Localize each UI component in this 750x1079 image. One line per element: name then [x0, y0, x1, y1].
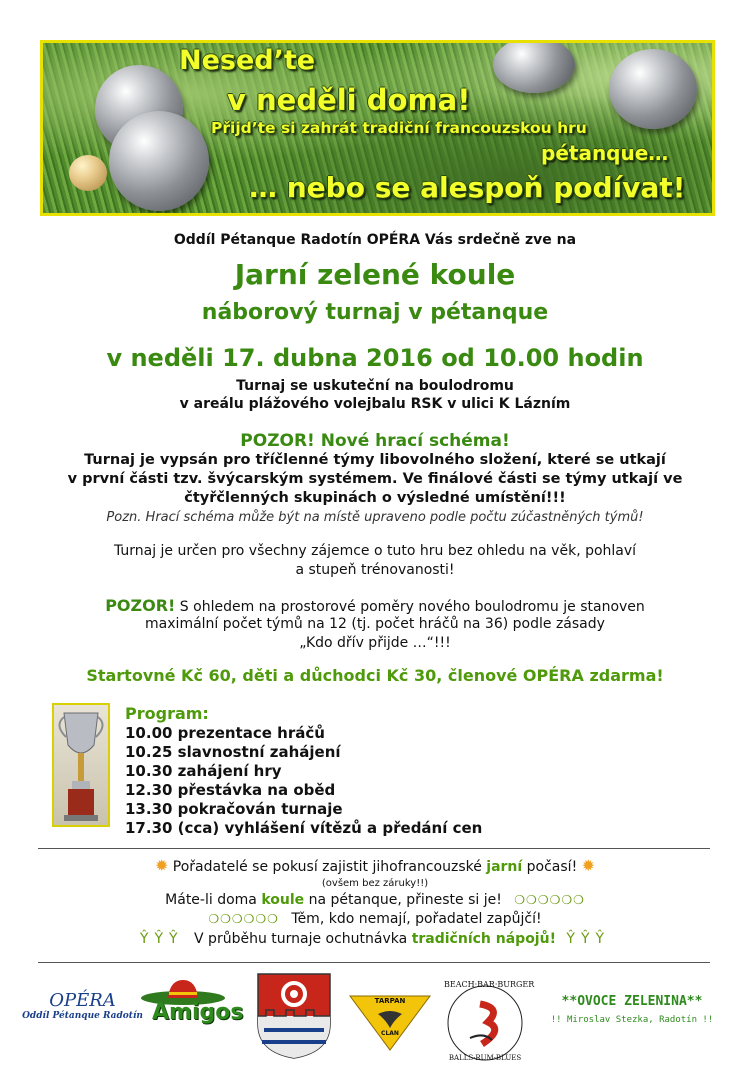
program-item: 10.25 slavnostní zahájení	[125, 743, 341, 761]
guarantee-note: (ovšem bez záruky!!)	[321, 878, 429, 889]
program-item: 10.30 zahájení hry	[125, 762, 282, 780]
tarpan-bottom-text: CLAN	[381, 1030, 399, 1037]
amigos-logo-text: Amigos	[152, 1000, 244, 1025]
opera-logo-title: OPÉRA	[49, 990, 116, 1011]
weather-end: počasí!	[522, 859, 578, 875]
balls-end: na pétanque, přineste si je!	[304, 892, 502, 908]
sun-icon: ✹	[154, 856, 169, 875]
amigos-logo	[138, 978, 248, 1028]
banner-line-3: Přijd’te si zahrát tradiční francouzskou hru	[211, 119, 587, 137]
balls-text: Máte-li doma	[165, 892, 262, 908]
invitation-line: Oddíl Pétanque Radotín OPÉRA Vás srdečně zve na	[173, 232, 577, 248]
petanque-ball	[493, 40, 575, 93]
capacity-text: S ohledem na prostorové poměry nového boulodromu je stanoven	[175, 599, 645, 615]
event-subtitle: náborový turnaj v pétanque	[201, 300, 549, 325]
beach-bar-icon	[444, 980, 535, 1064]
schema-line-3: čtyřčlenných skupinách o výsledné umístění!!!	[184, 490, 566, 506]
trophy-photo	[52, 703, 110, 827]
fees-line: Startovné Kč 60, děti a důchodci Kč 30, členové OPÉRA zdarma!	[86, 666, 664, 685]
capacity-line-2: maximální počet týmů na 12 (tj. počet hráčů na 36) podle zásady	[145, 616, 605, 632]
weather-highlight: jarní	[486, 859, 523, 875]
beach-bar-bottom-text: BALLS·RUM·BLUES	[448, 1054, 522, 1062]
banner-line-2: v neděli doma!	[227, 83, 471, 117]
beach-bar-top-text: BEACH·BAR·BURGER	[444, 980, 535, 989]
program-item: 12.30 přestávka na oběd	[125, 781, 336, 799]
drinks-highlight: tradičních nápojů!	[411, 931, 556, 947]
circles-icon: ❍❍❍❍❍❍	[514, 893, 585, 907]
radotin-coat-of-arms	[256, 972, 332, 1060]
event-title: Jarní zelené koule	[234, 258, 516, 291]
trophy-icon	[54, 705, 108, 825]
weather-line	[0, 856, 750, 875]
schema-note: Pozn. Hrací schéma může být na místě upraveno podle počtu zúčastněných týmů!	[106, 510, 644, 525]
lend-text: Těm, kdo nemají, pořadatel zapůjčí!	[291, 911, 542, 927]
glass-icon: Ŷ	[154, 931, 170, 947]
glass-icon	[566, 931, 610, 947]
capacity-line-3: „Kdo dřív přijde …“!!!	[299, 635, 451, 651]
schema-line-1: Turnaj je vypsán pro tříčlenné týmy libovolného složení, které se utkají	[84, 452, 666, 468]
balls-highlight: koule	[261, 892, 305, 908]
ovoce-title: **OVOCE ZELENINA**	[561, 994, 703, 1009]
schema-line-2: v první části tzv. švýcarským systémem. Ve finálové části se týmy utkají ve	[67, 471, 683, 487]
balls-line	[0, 892, 750, 908]
banner-photo	[40, 40, 715, 216]
opera-logo-subtitle: Oddíl Pétanque Radotín	[22, 1011, 143, 1021]
tarpan-clan-logo	[348, 994, 432, 1052]
capacity-line-1	[0, 596, 750, 615]
venue-line-1: Turnaj se uskuteční na boulodromu	[236, 378, 514, 394]
glass-icon: Ŷ	[566, 931, 581, 947]
pozor-heading: POZOR! Nové hrací schéma!	[240, 431, 510, 451]
program-heading: Program:	[125, 704, 209, 723]
event-date: v neděli 17. dubna 2016 od 10.00 hodin	[106, 344, 644, 372]
venue-line-2: v areálu plážového volejbalu RSK v ulici K Lázním	[179, 396, 571, 412]
lend-line	[0, 911, 750, 927]
drinks-text: V průběhu turnaje ochutnávka	[194, 931, 412, 947]
glass-icon	[140, 931, 194, 947]
program-item: 10.00 prezentace hráčů	[125, 724, 325, 742]
opera-logo	[20, 990, 145, 1021]
ovoce-subtitle: !! Miroslav Stezka, Radotín !!	[550, 1015, 714, 1025]
divider-bottom	[38, 962, 710, 963]
program-item: 17.30 (cca) vyhlášení vítězů a předání cen	[125, 819, 483, 837]
glass-icon: Ŷ	[169, 931, 184, 947]
ovoce-zelenina-logo	[532, 994, 732, 1025]
glass-icon: Ŷ	[139, 931, 155, 947]
banner-line-1: Nesed’te	[179, 45, 316, 76]
banner-line-5: … nebo se alespoň podívat!	[249, 171, 686, 204]
glass-icon: Ŷ	[595, 931, 611, 947]
open-line-1: Turnaj je určen pro všechny zájemce o tuto hru bez ohledu na věk, pohlaví	[113, 543, 637, 559]
tarpan-top-text: TARPAN	[374, 997, 406, 1005]
coat-of-arms-icon	[256, 972, 332, 1060]
open-line-2: a stupeň trénovanosti!	[295, 562, 455, 578]
cochonnet-ball	[69, 155, 107, 191]
sun-icon: ✹	[581, 856, 596, 875]
glass-icon: Ŷ	[580, 931, 596, 947]
weather-text: Pořadatelé se pokusí zajistit jihofrancouzské	[172, 859, 487, 875]
banner-line-4: pétanque…	[541, 141, 669, 165]
divider-top	[38, 848, 710, 849]
program-item: 13.30 pokračován turnaje	[125, 800, 343, 818]
pozor-word: POZOR!	[105, 596, 176, 615]
petanque-ball	[109, 111, 209, 211]
circles-icon: ❍❍❍❍❍❍	[208, 912, 279, 926]
drinks-line	[0, 931, 750, 947]
petanque-ball	[609, 49, 697, 129]
beach-bar-logo	[444, 980, 535, 1064]
